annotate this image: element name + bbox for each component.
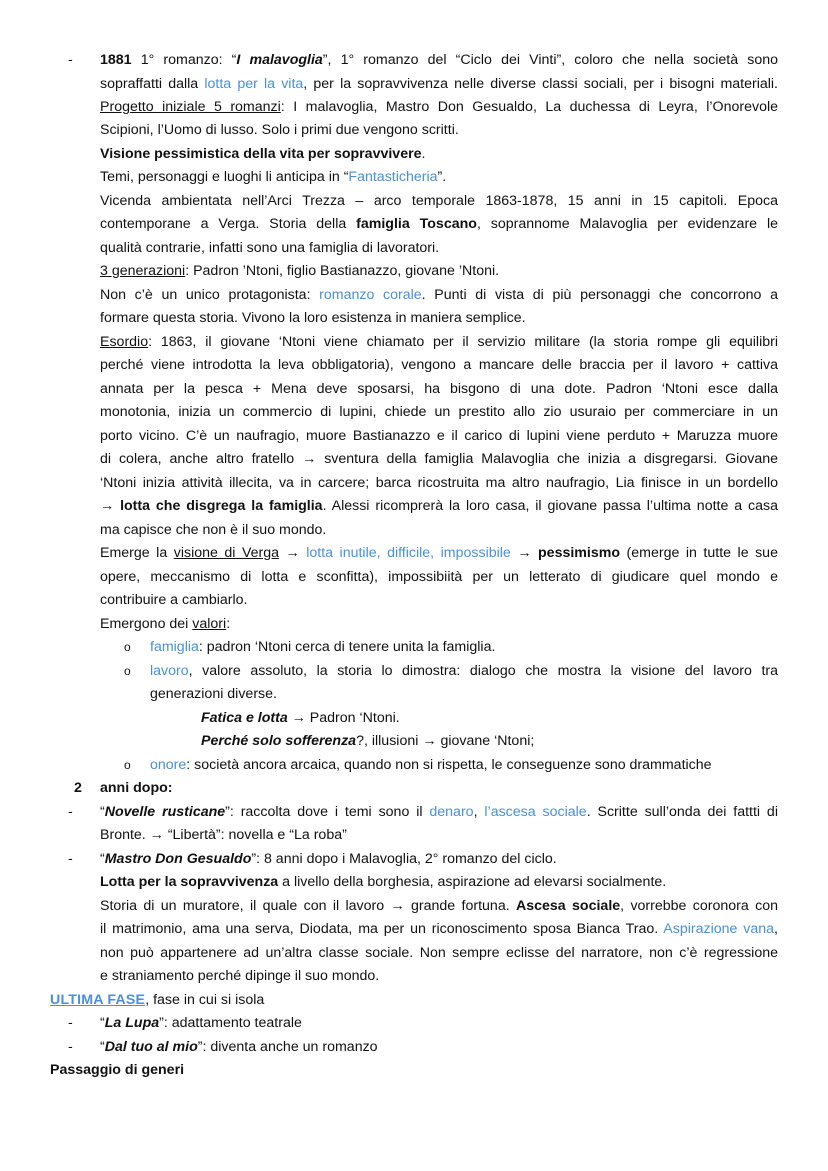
para-line: Lotta per la sopravvivenza a livello della borghesia, aspirazione ad elevarsi socialmente.	[100, 874, 667, 890]
para-line: Visione pessimistica della vita per sopravvivere.	[100, 146, 426, 162]
para-line: Temi, personaggi e luoghi li anticipa in “Fantasticheria”.	[100, 169, 447, 185]
para-line: Emerge la visione di Verga → lotta inutile, difficile, impossibile → pessimismo (emerge in tutte le sue	[100, 545, 778, 561]
para-line: ma capisce che non è il suo mondo.	[100, 522, 327, 538]
para-line: “La Lupa”: adattamento teatrale	[100, 1015, 302, 1031]
bullet-dash: -	[68, 1015, 73, 1031]
para-line: e straniamento perché dipinge il suo mondo.	[100, 968, 380, 984]
para-line: Esordio: 1863, il giovane ‘Ntoni viene chiamato per il servizio militare (la storia rompe gli equilibri	[100, 334, 778, 350]
para-line: non può appartenere ad un’altra classe sociale. Non sempre eclisse del narratore, non c’è regressione	[100, 945, 778, 961]
bullet-dash: -	[68, 52, 73, 68]
para-line: di colera, anche altro fratello → sventura della famiglia Malavoglia che inizia a disgregarsi. Giovane	[100, 451, 778, 467]
para-line: Perché solo sofferenza?, illusioni → giovane ‘Ntoni;	[201, 733, 535, 749]
para-line: perché viene introdotta la leva obbligatoria), vengono a mancare delle braccia per il lavoro + cattiva	[100, 357, 778, 373]
para-line: ‘Ntoni inizia attività illecita, va in carcere; barca ricostruita ma altro naufragio, Lia finisce in un bordello	[100, 475, 778, 491]
para-line: 1881 1° romanzo: “I malavoglia”, 1° romanzo del “Ciclo dei Vinti”, coloro che nella società sono	[100, 52, 778, 68]
para-line: Scipioni, l’Uomo di lusso. Solo i primi due vengono scritti.	[100, 122, 459, 138]
sub-item-onore: onore: società ancora arcaica, quando non si rispetta, le conseguenze sono drammatiche	[150, 757, 712, 773]
bullet-dash: -	[68, 1039, 73, 1055]
para-line: il matrimonio, ama una serva, Diodata, ma per un riconoscimento sposa Bianca Trao. Aspirazione vana,	[100, 921, 778, 937]
bullet-dash: -	[68, 851, 73, 867]
para-line: Non c’è un unico protagonista: romanzo corale. Punti di vista di più personaggi che concorrono a	[100, 287, 778, 303]
para-line: “Mastro Don Gesualdo”: 8 anni dopo i Malavoglia, 2° romanzo del ciclo.	[100, 851, 557, 867]
para-line: generazioni diverse.	[150, 686, 277, 702]
para-line: → lotta che disgrega la famiglia. Alessi ricomprerà la loro casa, il giovane passa l’ultima notte a casa	[100, 498, 778, 514]
bullet-circle: o	[124, 664, 131, 678]
section-heading: ULTIMA FASE, fase in cui si isola	[50, 992, 265, 1008]
novel-title: I malavoglia	[236, 52, 323, 68]
para-line: opere, meccanismo di lotta e sconfitta), impossibiità per un letterato di giudicare quel mondo e	[100, 569, 778, 585]
para-line: 3 generazioni: Padron ’Ntoni, figlio Bastianazzo, giovane ’Ntoni.	[100, 263, 500, 279]
para-line: porto vicino. C’è un naufragio, muore Bastianazzo e il carico di lupini viene perduto + Maruzza muore	[100, 428, 778, 444]
para-line: qualità contrarie, infatti sono una famiglia di lavoratori.	[100, 240, 440, 256]
para-line: contribuire a cambiarlo.	[100, 592, 248, 608]
section-heading: anni dopo:	[100, 780, 173, 796]
para-line: Progetto iniziale 5 romanzi: I malavoglia, Mastro Don Gesualdo, La duchessa di Leyra, l’Onorevole	[100, 99, 778, 115]
para-line: Emergono dei valori:	[100, 616, 231, 632]
highlight: lotta per la vita	[204, 76, 304, 92]
para-line: Storia di un muratore, il quale con il lavoro → grande fortuna. Ascesa sociale, vorrebbe coronora con	[100, 898, 778, 914]
para-line: “Dal tuo al mio”: diventa anche un romanzo	[100, 1039, 378, 1055]
bullet-circle: o	[124, 640, 131, 654]
para-line: Bronte. → “Libertà”: novella e “La roba”	[100, 827, 347, 843]
bullet-circle: o	[124, 758, 131, 772]
year: 1881	[100, 52, 132, 68]
para-line: annata per la pesca + Mena deve sposarsi, ha bisgono di una dote. Padron ‘Ntoni esce dalla	[100, 381, 778, 397]
bullet-dash: -	[68, 804, 73, 820]
section-heading: Passaggio di generi	[50, 1062, 185, 1078]
sub-item-lavoro: lavoro, valore assoluto, la storia lo dimostra: dialogo che mostra la visione del lavoro tra	[150, 663, 778, 679]
para-line: “Novelle rusticane”: raccolta dove i temi sono il denaro, l’ascesa sociale. Scritte sull’onda dei fattti di	[100, 804, 778, 820]
para-line: Fatica e lotta → Padron ‘Ntoni.	[201, 710, 400, 726]
para-line: sopraffatti dalla lotta per la vita, per la sopravvivenza nelle diverse classi sociali, per i bisogni materiali.	[100, 76, 778, 92]
para-line: formare questa storia. Vivono la loro esistenza in maniera semplice.	[100, 310, 526, 326]
sub-item-famiglia: famiglia: padron ‘Ntoni cerca di tenere unita la famiglia.	[150, 639, 496, 655]
number-marker: 2	[74, 780, 82, 796]
para-line: monotonia, inizia un commercio di lupini, chiede un prestito allo zio usuraio per commerciare in un	[100, 404, 778, 420]
para-line: contemporane a Verga. Storia della famiglia Toscano, soprannome Malavoglia per evidenzare le	[100, 216, 778, 232]
para-line: Vicenda ambientata nell’Arci Trezza – arco temporale 1863-1878, 15 anni in 15 capitoli. Epoca	[100, 193, 778, 209]
